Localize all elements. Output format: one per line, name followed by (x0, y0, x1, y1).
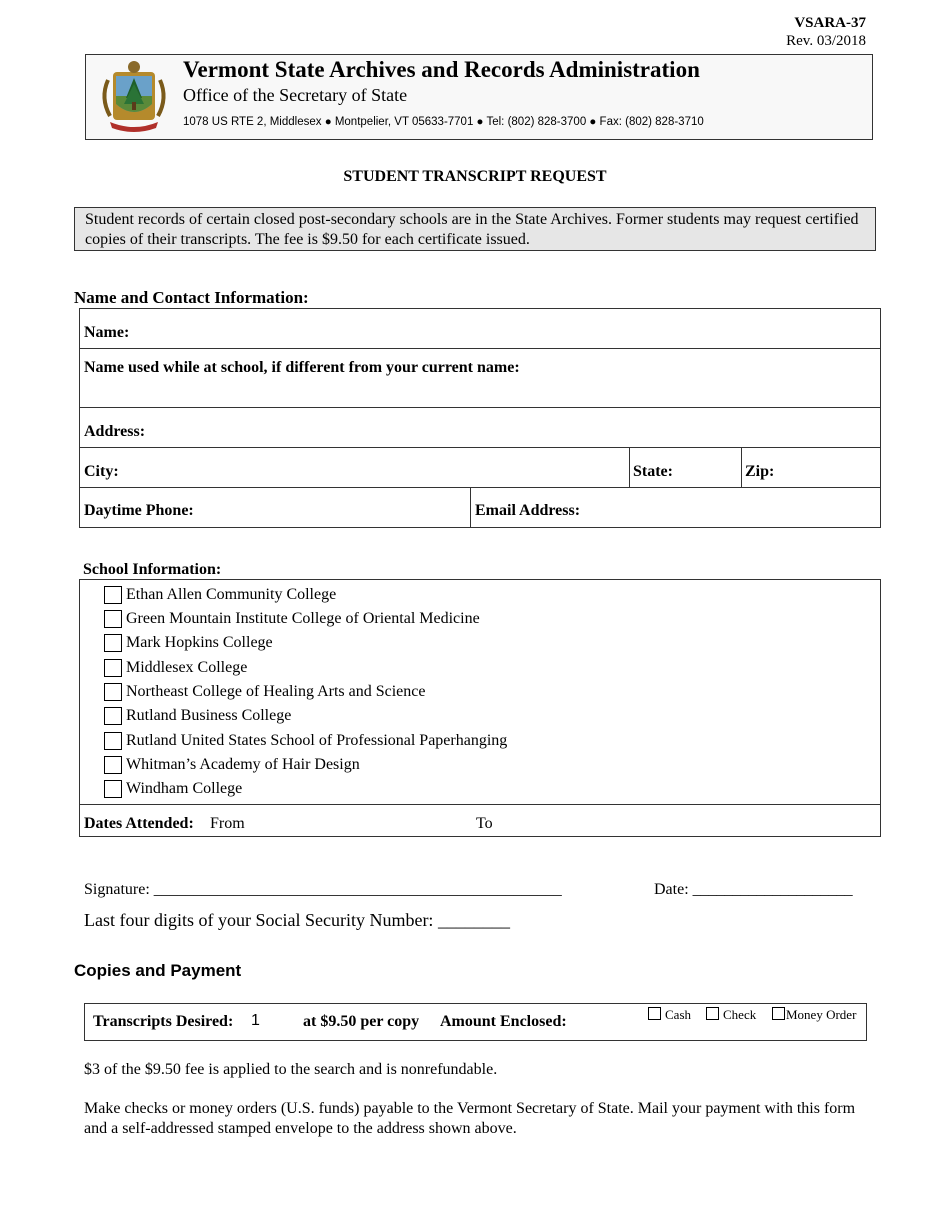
school-table (79, 579, 881, 837)
payment-table (84, 1003, 867, 1041)
divider (80, 487, 880, 488)
divider (80, 447, 880, 448)
address-label: Address: (84, 423, 146, 440)
ssn-line[interactable]: ________ (437, 910, 510, 930)
payment-option-label: Cash (665, 1007, 691, 1022)
money-order-checkbox[interactable] (772, 1007, 785, 1020)
school-option[interactable] (104, 657, 247, 679)
school-option[interactable] (104, 681, 425, 703)
school-name-label: Name used while at school, if different from your current name: (84, 359, 520, 376)
payment-section-title: Copies and Payment (74, 961, 242, 980)
divider (80, 407, 880, 408)
payment-option-cash[interactable] (648, 1007, 691, 1023)
signature-field[interactable] (84, 881, 562, 899)
city-label: City: (84, 463, 119, 480)
school-option-label: Green Mountain Institute College of Oriental Medicine (126, 610, 480, 627)
transcripts-desired-value[interactable]: 1 (251, 1012, 260, 1029)
form-title: STUDENT TRANSCRIPT REQUEST (343, 168, 607, 185)
school-option-label: Windham College (126, 780, 243, 797)
divider (741, 447, 742, 487)
dates-from-label: From (210, 815, 245, 832)
date-line[interactable]: ____________________ (692, 881, 853, 898)
name-label: Name: (84, 324, 130, 341)
school-checkbox[interactable] (104, 586, 122, 604)
date-field[interactable] (654, 881, 853, 899)
school-checkbox[interactable] (104, 707, 122, 725)
school-checkbox[interactable] (104, 732, 122, 750)
ssn-field[interactable] (84, 910, 510, 931)
divider (80, 804, 880, 805)
divider (629, 447, 630, 487)
ssn-label: Last four digits of your Social Security Number: (84, 910, 434, 930)
vermont-seal-icon (96, 58, 172, 136)
contact-section-title: Name and Contact Information: (74, 288, 309, 307)
school-checkbox[interactable] (104, 756, 122, 774)
agency-header (85, 54, 873, 140)
school-option[interactable] (104, 754, 360, 776)
school-option-label: Rutland United States School of Professional Paperhanging (126, 732, 508, 749)
school-option[interactable] (104, 608, 480, 630)
rate-text: at $9.50 per copy (303, 1013, 420, 1030)
school-option-label: Ethan Allen Community College (126, 586, 337, 603)
agency-title: Vermont State Archives and Records Administration (183, 57, 700, 82)
school-checkbox[interactable] (104, 659, 122, 677)
school-option-label: Rutland Business College (126, 707, 292, 724)
school-option[interactable] (104, 584, 336, 606)
school-option[interactable] (104, 730, 507, 752)
payment-option-check[interactable] (706, 1007, 756, 1023)
signature-line[interactable]: ___________________________________________________ (153, 881, 562, 898)
school-checkbox[interactable] (104, 683, 122, 701)
divider (470, 487, 471, 527)
payment-option-label: Check (723, 1007, 757, 1022)
school-option[interactable] (104, 778, 242, 800)
check-checkbox[interactable] (706, 1007, 719, 1020)
zip-label: Zip: (745, 463, 775, 480)
contact-table (79, 308, 881, 528)
date-label: Date: (654, 881, 689, 898)
dates-to-label: To (476, 815, 493, 832)
agency-address: 1078 US RTE 2, Middlesex ● Montpelier, VT 05633-7701 ● Tel: (802) 828-3700 ● Fax: (802) 828-3710 (183, 116, 704, 128)
divider (80, 348, 880, 349)
school-option-label: Whitman’s Academy of Hair Design (126, 756, 360, 773)
school-checkbox[interactable] (104, 780, 122, 798)
intro-text: Student records of certain closed post-secondary schools are in the State Archives. Former students may request certified copies of their transcripts. The fee is $9.50 for each certificate issued. (74, 207, 876, 251)
amount-enclosed-label: Amount Enclosed: (440, 1013, 567, 1030)
email-label: Email Address: (475, 502, 581, 519)
dates-attended-label: Dates Attended: (84, 815, 194, 832)
mail-note: Make checks or money orders (U.S. funds) payable to the Vermont Secretary of State. Mail your payment with this form and a self-addressed stamped envelope to the address shown above. (84, 1100, 856, 1137)
payment-option-label: Money Order (786, 1007, 857, 1022)
form-code: VSARA-37 (794, 15, 866, 31)
school-section-title: School Information: (83, 561, 222, 578)
fee-note: $3 of the $9.50 fee is applied to the search and is nonrefundable. (84, 1061, 498, 1078)
form-id-block (786, 14, 866, 50)
school-option-label: Northeast College of Healing Arts and Science (126, 683, 426, 700)
school-checkbox[interactable] (104, 634, 122, 652)
school-checkbox[interactable] (104, 610, 122, 628)
transcripts-desired-label: Transcripts Desired: (93, 1013, 234, 1030)
state-label: State: (633, 463, 673, 480)
school-option-label: Mark Hopkins College (126, 634, 273, 651)
school-option[interactable] (104, 632, 273, 654)
cash-checkbox[interactable] (648, 1007, 661, 1020)
phone-label: Daytime Phone: (84, 502, 194, 519)
school-option-label: Middlesex College (126, 659, 248, 676)
signature-label: Signature: (84, 881, 150, 898)
payment-option-money-order[interactable] (772, 1007, 856, 1023)
form-revision: Rev. 03/2018 (786, 33, 866, 49)
office-name: Office of the Secretary of State (183, 85, 408, 105)
school-option[interactable] (104, 705, 291, 727)
